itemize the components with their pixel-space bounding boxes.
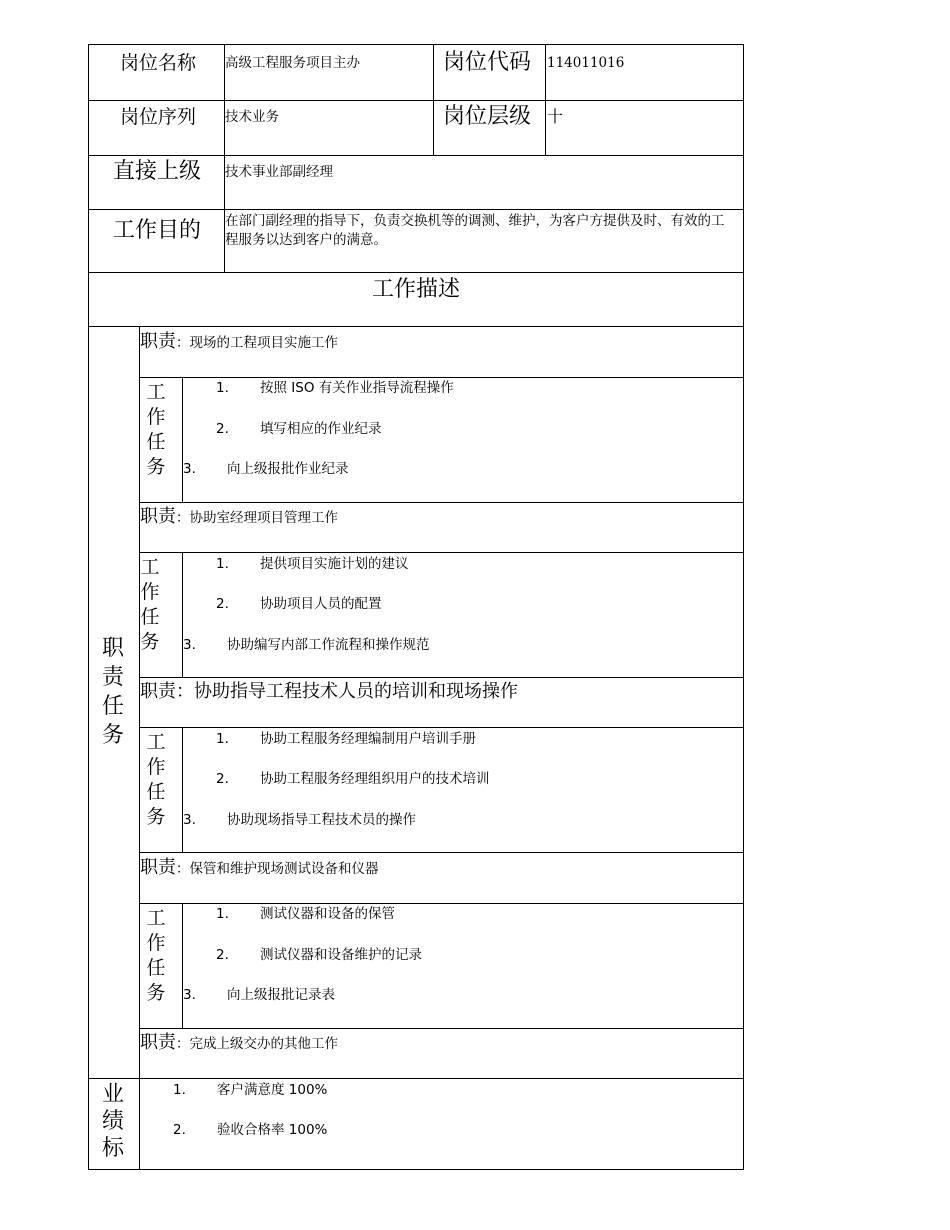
position-level-label: 岗位层级 bbox=[443, 104, 532, 129]
duty-prefix: 职责 bbox=[140, 506, 176, 527]
col-divider bbox=[545, 44, 546, 155]
row-divider bbox=[88, 326, 744, 327]
performance-text: 验收合格率 100% bbox=[217, 1122, 328, 1138]
position-code-label: 岗位代码 bbox=[443, 50, 532, 75]
row-divider bbox=[88, 100, 744, 101]
row-divider bbox=[88, 1078, 744, 1079]
duty-title bbox=[140, 1032, 338, 1054]
row-divider bbox=[88, 272, 744, 273]
position-code-value: 114011016 bbox=[547, 55, 625, 71]
task-label: 工作任务 bbox=[146, 381, 166, 478]
task-text: 提供项目实施计划的建议 bbox=[260, 556, 409, 572]
task-number: 1. bbox=[216, 380, 229, 396]
position-series-label: 岗位序列 bbox=[120, 106, 197, 128]
col-divider bbox=[182, 727, 183, 852]
row-divider bbox=[139, 677, 744, 678]
task-number: 3. bbox=[183, 637, 196, 653]
performance-label: 业绩标 bbox=[101, 1082, 124, 1161]
position-name-label: 岗位名称 bbox=[120, 52, 197, 74]
task-text: 按照 ISO 有关作业指导流程操作 bbox=[260, 380, 454, 396]
task-number: 1. bbox=[216, 556, 229, 572]
row-divider bbox=[88, 209, 744, 210]
duty-title bbox=[140, 331, 338, 353]
task-label: 工作任务 bbox=[146, 731, 166, 828]
duty-text: ：现场的工程项目实施工作 bbox=[176, 335, 338, 351]
col-divider bbox=[433, 44, 434, 155]
task-text: 测试仪器和设备维护的记录 bbox=[260, 947, 422, 963]
task-text: 协助编写内部工作流程和操作规范 bbox=[227, 637, 430, 653]
position-level-value: 十 bbox=[547, 107, 564, 126]
duty-title bbox=[140, 681, 518, 703]
purpose-value: 在部门副经理的指导下，负责交换机等的调测、维护，为客户方提供及时、有效的工程服务以达到客户的满意。 bbox=[225, 213, 725, 248]
task-number: 3. bbox=[183, 812, 196, 828]
performance-number: 1. bbox=[173, 1082, 186, 1098]
row-divider bbox=[139, 377, 744, 378]
row-divider bbox=[139, 903, 744, 904]
position-series-value: 技术业务 bbox=[225, 109, 279, 125]
row-divider bbox=[139, 502, 744, 503]
duty-text: ：协助指导工程技术人员的培训和现场操作 bbox=[176, 681, 518, 702]
work-description-title: 工作描述 bbox=[372, 277, 461, 302]
duty-title bbox=[140, 506, 338, 528]
task-label: 工作任务 bbox=[146, 907, 166, 1004]
duty-prefix: 职责 bbox=[140, 681, 176, 702]
task-number: 2. bbox=[216, 947, 229, 963]
performance-text: 客户满意度 100% bbox=[217, 1082, 328, 1098]
task-text: 向上级报批作业纪录 bbox=[227, 461, 349, 477]
task-number: 3. bbox=[183, 461, 196, 477]
duty-text: ：完成上级交办的其他工作 bbox=[176, 1036, 338, 1052]
task-text: 协助工程服务经理组织用户的技术培训 bbox=[260, 771, 490, 787]
performance-number: 2. bbox=[173, 1122, 186, 1138]
col-divider bbox=[182, 377, 183, 502]
col-divider bbox=[182, 903, 183, 1028]
task-text: 向上级报批记录表 bbox=[227, 987, 335, 1003]
task-number: 2. bbox=[216, 421, 229, 437]
task-text: 协助现场指导工程技术员的操作 bbox=[227, 812, 416, 828]
task-label: 工作任务 bbox=[140, 556, 160, 653]
task-text: 协助项目人员的配置 bbox=[260, 596, 382, 612]
row-divider bbox=[139, 1028, 744, 1029]
task-text: 协助工程服务经理编制用户培训手册 bbox=[260, 731, 476, 747]
task-number: 2. bbox=[216, 771, 229, 787]
supervisor-label: 直接上级 bbox=[113, 159, 202, 184]
duty-text: ：保管和维护现场测试设备和仪器 bbox=[176, 861, 379, 877]
supervisor-value: 技术事业部副经理 bbox=[225, 164, 333, 180]
duty-prefix: 职责 bbox=[140, 1032, 176, 1053]
duty-prefix: 职责 bbox=[140, 857, 176, 878]
task-text: 测试仪器和设备的保管 bbox=[260, 906, 395, 922]
task-number: 1. bbox=[216, 906, 229, 922]
purpose-label: 工作目的 bbox=[113, 218, 202, 243]
task-number: 3. bbox=[183, 987, 196, 1003]
col-divider bbox=[182, 552, 183, 677]
duty-prefix: 职责 bbox=[140, 331, 176, 352]
row-divider bbox=[139, 852, 744, 853]
position-name-value: 高级工程服务项目主办 bbox=[225, 55, 360, 71]
task-number: 1. bbox=[216, 731, 229, 747]
row-divider bbox=[139, 552, 744, 553]
row-divider bbox=[88, 155, 744, 156]
task-text: 填写相应的作业纪录 bbox=[260, 421, 382, 437]
duty-title bbox=[140, 857, 379, 879]
duty-text: ：协助室经理项目管理工作 bbox=[176, 510, 338, 526]
duties-label: 职责任务 bbox=[101, 636, 124, 748]
row-divider bbox=[139, 727, 744, 728]
task-number: 2. bbox=[216, 596, 229, 612]
